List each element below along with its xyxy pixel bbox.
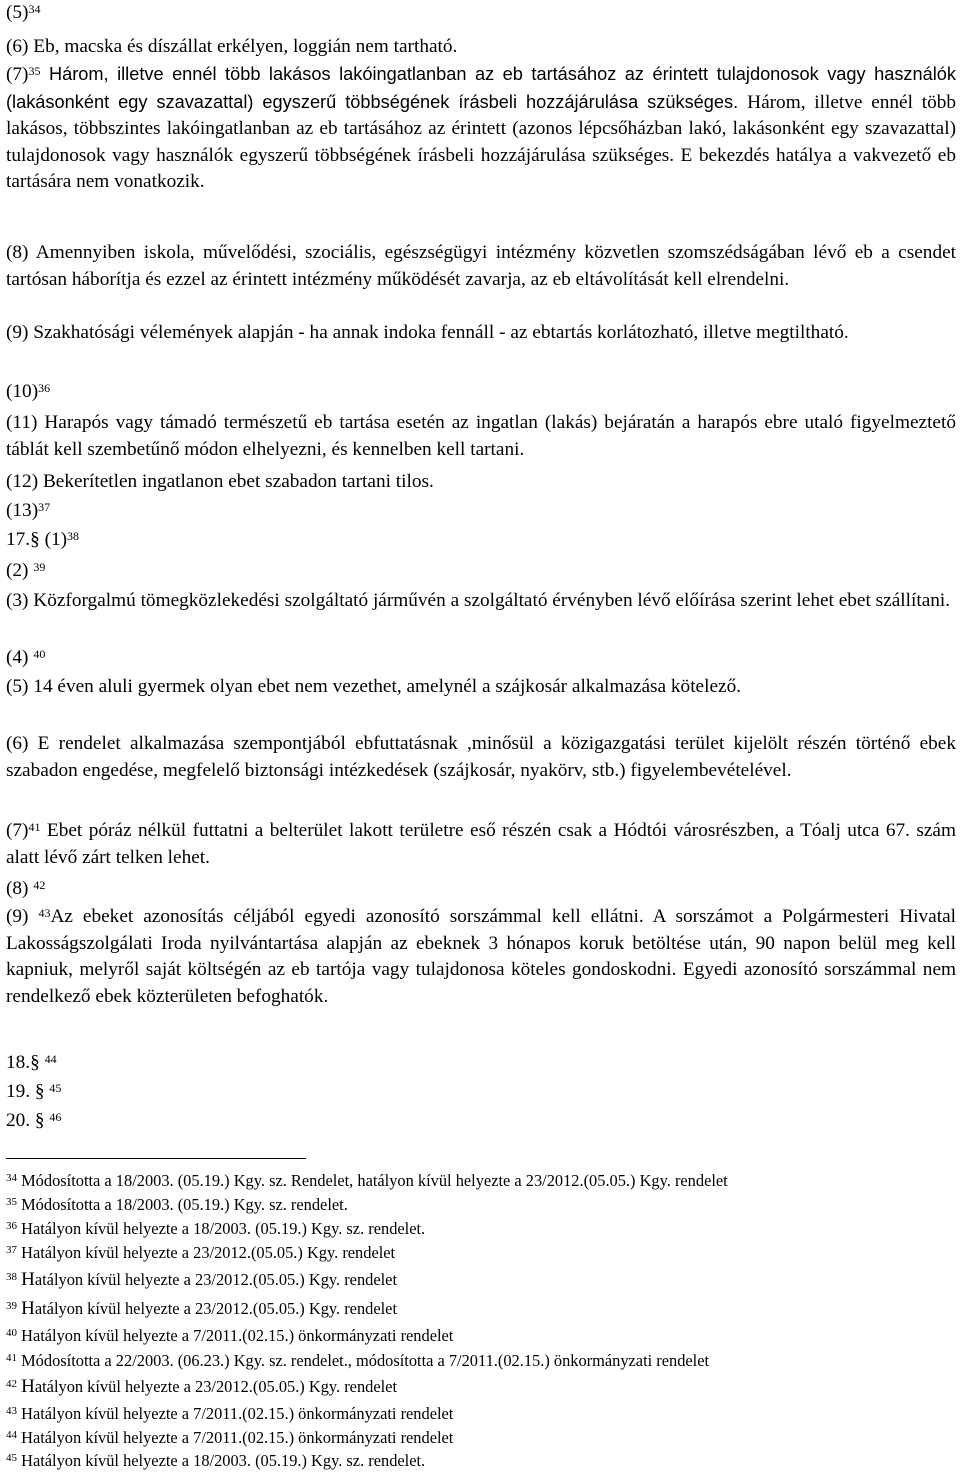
footnote-initial: H (21, 1269, 35, 1290)
footnote-ref[interactable]: 43 (38, 905, 51, 920)
footnote-text: atályon kívül helyezte a 23/2012.(05.05.) Kgy. rendelet (34, 1270, 397, 1289)
footnote-text: Módosította a 22/2003. (06.23.) Kgy. sz. rendelet., módosította a 7/2011.(02.15.) önkormányzati rendelet (21, 1351, 710, 1370)
footnote-ref[interactable]: 42 (33, 877, 46, 892)
footnote-number: 36 (6, 1219, 17, 1232)
footnote-text: Hatályon kívül helyezte a 23/2012.(05.05.) Kgy. rendelet (21, 1243, 396, 1262)
footnote-ref[interactable]: 40 (33, 646, 46, 661)
paragraph-9: (9) Szakhatósági vélemények alapján - ha annak indoka fennáll - az ebtartás korlátozható, illetve megtiltható. (6, 322, 849, 343)
footnote-37 (6, 1242, 956, 1263)
footnote-ref[interactable]: 34 (28, 1, 41, 16)
footnote-separator (6, 1158, 306, 1159)
footnote-number: 43 (6, 1404, 17, 1417)
footnote-34 (6, 1170, 956, 1191)
footnote-ref[interactable]: 38 (67, 528, 80, 543)
section-17-paragraph-5: (5) 14 éven aluli gyermek olyan ebet nem vezethet, amelynél a szájkosár alkalmazása kötelező. (6, 676, 742, 697)
footnote-text: Hatályon kívül helyezte a 18/2003. (05.19.) Kgy. sz. rendelet. (21, 1219, 426, 1238)
section-17-paragraph-8 (6, 876, 956, 903)
footnote-45 (6, 1450, 956, 1471)
paragraph-text: Három, illetve ennél több lakásos lakóingatlanban az eb tartásához az érintett tulajdonosok vagy használók (lakásonként egy szavazattal) egyszerű többségének írásbeli hozzájárulása szükséges. (6, 64, 956, 112)
footnote-44 (6, 1427, 956, 1448)
section-19 (6, 1079, 956, 1106)
section-17-paragraph-4 (6, 645, 956, 672)
section-label: 17.§ (1) (6, 529, 68, 550)
footnote-36 (6, 1218, 956, 1239)
section-18 (6, 1050, 956, 1077)
section-17-paragraph-2 (6, 558, 956, 585)
paragraph-7 (6, 61, 956, 196)
section-label: 20. § (6, 1110, 45, 1131)
section-17-paragraph-6: (6) E rendelet alkalmazása szempontjából ebfuttatásnak ,minősül a közigazgatási terület kijelölt részén történő ebek szabadon engedése, megfelelő biztonsági intézkedések (szájkosár, nyakörv, stb.) figyelembevételével. (6, 733, 956, 781)
paragraph-10 (6, 379, 956, 406)
footnote-number: 41 (6, 1351, 17, 1364)
footnote-43 (6, 1403, 956, 1424)
paragraph-number: (13) (6, 500, 39, 521)
footnote-number: 40 (6, 1326, 17, 1339)
paragraph-text: Ebet póráz nélkül futtatni a belterület lakott területre eső részén csak a Hódtói városrészben, a Tóalj utca 67. szám alatt lévő zárt telken lehet. (6, 820, 956, 868)
paragraph-5 (6, 0, 956, 27)
footnote-39 (6, 1298, 956, 1319)
footnote-text: Hatályon kívül helyezte a 18/2003. (05.19.) Kgy. sz. rendelet. (21, 1451, 426, 1470)
footnote-number: 45 (6, 1451, 17, 1464)
paragraph-13 (6, 498, 956, 525)
footnote-40 (6, 1325, 956, 1346)
section-17-heading (6, 527, 956, 554)
footnote-42 (6, 1376, 956, 1397)
paragraph-12: (12) Bekerítetlen ingatlanon ebet szabadon tartani tilos. (6, 471, 434, 492)
footnote-ref[interactable]: 35 (28, 63, 41, 78)
section-17-paragraph-9 (6, 904, 956, 1010)
paragraph-number: (7) (6, 64, 29, 85)
footnote-ref[interactable]: 44 (44, 1051, 57, 1066)
paragraph-number: (9) (6, 906, 29, 927)
section-20 (6, 1108, 956, 1135)
paragraph-text: Az ebeket azonosítás céljából egyedi azonosító sorszámmal kell ellátni. A sorszámot a Polgármesteri Hivatal Lakosságszolgálati Iroda nyilvántartása alapján az ebeknek 3 hónapos koruk betöltése után, 90 napon belül meg kell kapniuk, melyről saját költségén az eb tartója vagy tulajdonosa köteles gondoskodni. Egyedi azonosító sorszámmal nem rendelkező ebek közterületen befoghatók. (6, 906, 956, 1007)
paragraph-number: (5) (6, 2, 29, 23)
paragraph-number: (10) (6, 381, 39, 402)
footnote-number: 38 (6, 1270, 17, 1283)
footnote-text: Módosította a 18/2003. (05.19.) Kgy. sz. rendelet. (21, 1195, 348, 1214)
footnote-41 (6, 1350, 956, 1371)
footnote-text: Hatályon kívül helyezte a 7/2011.(02.15.) önkormányzati rendelet (21, 1428, 454, 1447)
footnote-text: Módosította a 18/2003. (05.19.) Kgy. sz. Rendelet, hatályon kívül helyezte a 23/2012.(05.05.) Kgy. rendelet (21, 1171, 728, 1190)
footnote-text: atályon kívül helyezte a 23/2012.(05.05.) Kgy. rendelet (34, 1377, 397, 1396)
footnote-ref[interactable]: 46 (49, 1109, 62, 1124)
section-17-paragraph-3: (3) Közforgalmú tömegközlekedési szolgáltató járművén a szolgáltató érvényben lévő előírása szerint lehet ebet szállítani. (6, 590, 951, 611)
paragraph-6: (6) Eb, macska és díszállat erkélyen, loggián nem tartható. (6, 36, 458, 57)
footnote-text: Hatályon kívül helyezte a 7/2011.(02.15.) önkormányzati rendelet (21, 1326, 454, 1345)
footnote-number: 42 (6, 1377, 17, 1390)
paragraph-8: (8) Amennyiben iskola, művelődési, szociális, egészségügyi intézmény közvetlen szomszédságában lévő eb a csendet tartósan háborítja és ezzel az érintett intézmény működését zavarja, az eb eltávolítását kell elrendelni. (6, 242, 956, 290)
footnote-38 (6, 1269, 956, 1290)
paragraph-number: (8) (6, 878, 29, 899)
section-label: 19. § (6, 1081, 45, 1102)
paragraph-text: Három, illetve ennél több lakásos, többszintes lakóingatlanban az eb tartásához az érintett (azonos lépcsőházban lakó, lakásonként egy szavazattal) tulajdonosok vagy használók egyszerű többségének írásbeli hozzájárulása szükséges. E bekezdés hatálya a vakvezető eb tartására nem vonatkozik. (6, 91, 956, 193)
paragraph-number: (4) (6, 647, 29, 668)
section-label: 18.§ (6, 1052, 40, 1073)
paragraph-number: (7) (6, 820, 29, 841)
footnote-number: 34 (6, 1171, 17, 1184)
paragraph-number: (2) (6, 560, 29, 581)
footnote-text: Hatályon kívül helyezte a 7/2011.(02.15.) önkormányzati rendelet (21, 1404, 454, 1423)
footnote-ref[interactable]: 36 (38, 380, 51, 395)
footnote-initial: H (21, 1376, 35, 1397)
footnote-ref[interactable]: 45 (49, 1080, 62, 1095)
paragraph-11: (11) Harapós vagy támadó természetű eb tartása esetén az ingatlan (lakás) bejáratán a harapós ebre utaló figyelmeztető táblát kell szembetűnő módon elhelyezni, és kennelben kell tartani. (6, 412, 956, 460)
footnote-initial: H (21, 1298, 35, 1319)
footnote-number: 37 (6, 1243, 17, 1256)
footnote-number: 39 (6, 1299, 17, 1312)
footnote-35 (6, 1194, 956, 1215)
footnote-ref[interactable]: 37 (38, 499, 51, 514)
footnote-ref[interactable]: 39 (33, 559, 46, 574)
footnote-text: atályon kívül helyezte a 23/2012.(05.05.) Kgy. rendelet (34, 1299, 397, 1318)
section-17-paragraph-7 (6, 818, 956, 871)
footnote-number: 44 (6, 1428, 17, 1441)
footnote-number: 35 (6, 1195, 17, 1208)
footnote-ref[interactable]: 41 (28, 819, 41, 834)
